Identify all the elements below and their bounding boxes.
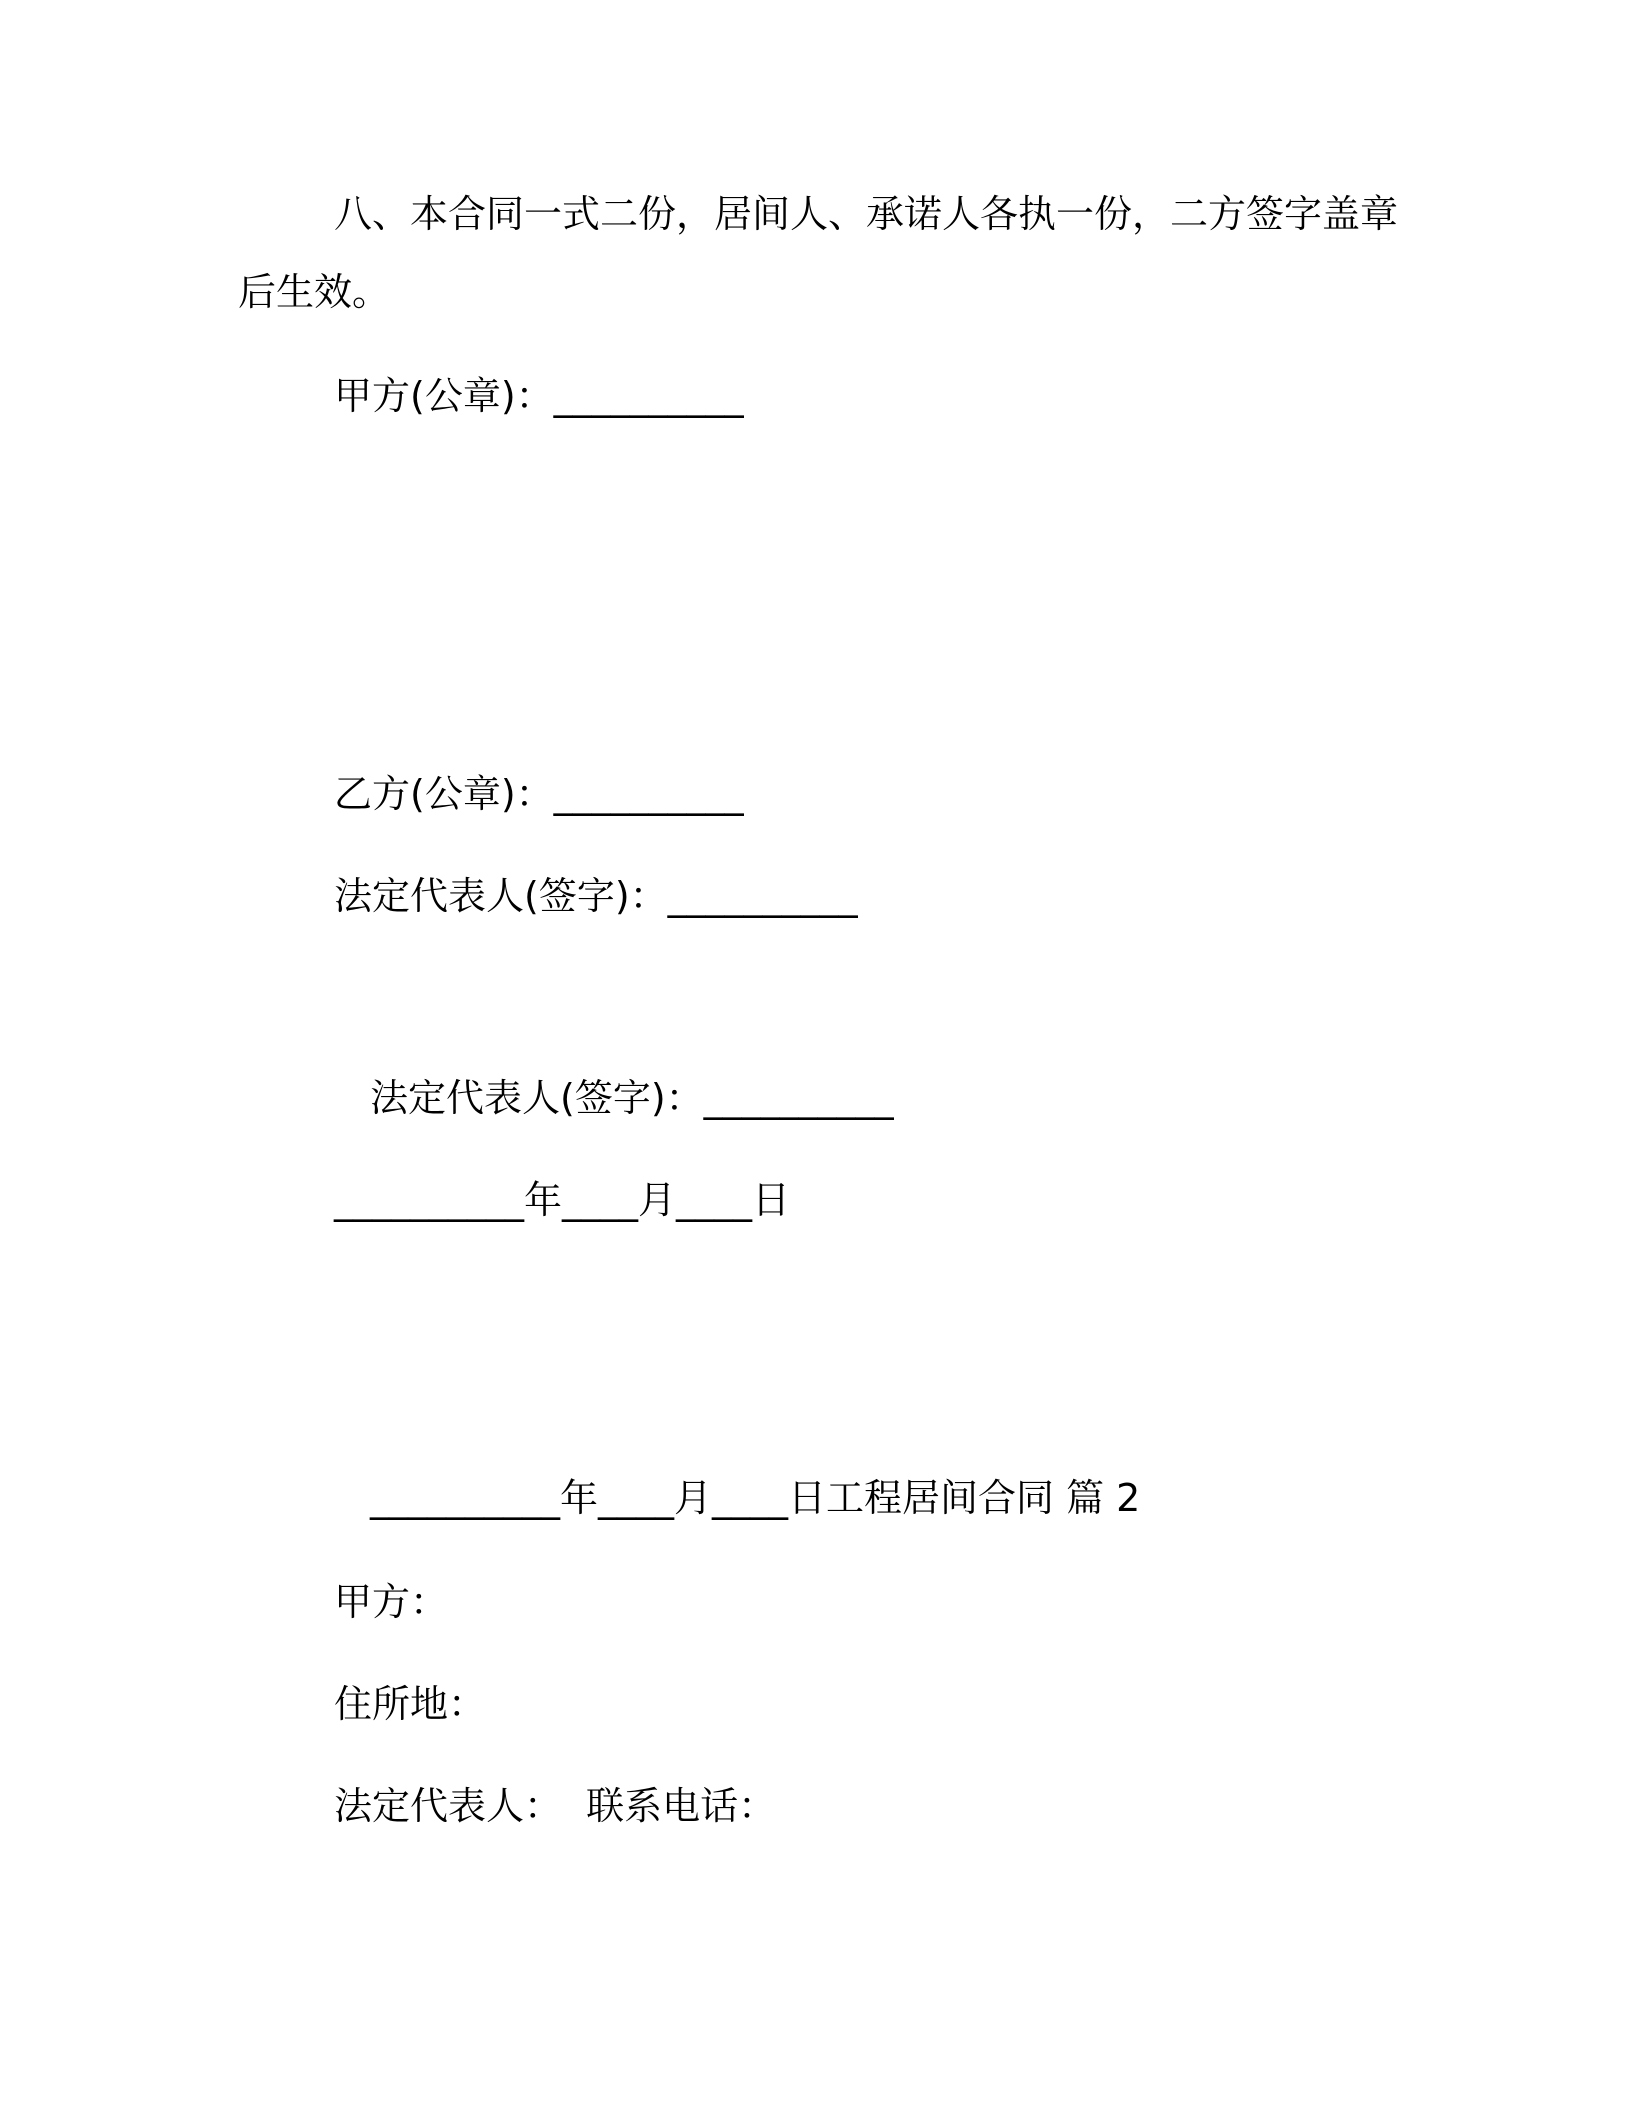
clause-8-paragraph	[238, 190, 1418, 316]
legal-rep-contact-line: 法定代表人： 联系电话：	[334, 1784, 777, 1828]
party-b-seal-line: 乙方(公章)：__________	[334, 772, 744, 816]
party-a-label: 甲方：	[334, 1580, 449, 1624]
legal-rep-signature-line-2: 法定代表人(签字)：__________	[370, 1076, 894, 1120]
clause-8-line-1: 八、本合同一式二份，居间人、承诺人各执一份，二方签字盖章	[334, 192, 1399, 236]
section-2-title: __________年____月____日工程居间合同 篇 2	[370, 1476, 1141, 1520]
clause-8-line-2: 后生效。	[238, 270, 391, 314]
legal-rep-signature-line: 法定代表人(签字)：__________	[334, 874, 858, 918]
date-line: __________年____月____日	[334, 1178, 791, 1222]
party-a-seal-line: 甲方(公章)：__________	[334, 374, 744, 418]
residence-label: 住所地：	[334, 1682, 487, 1726]
